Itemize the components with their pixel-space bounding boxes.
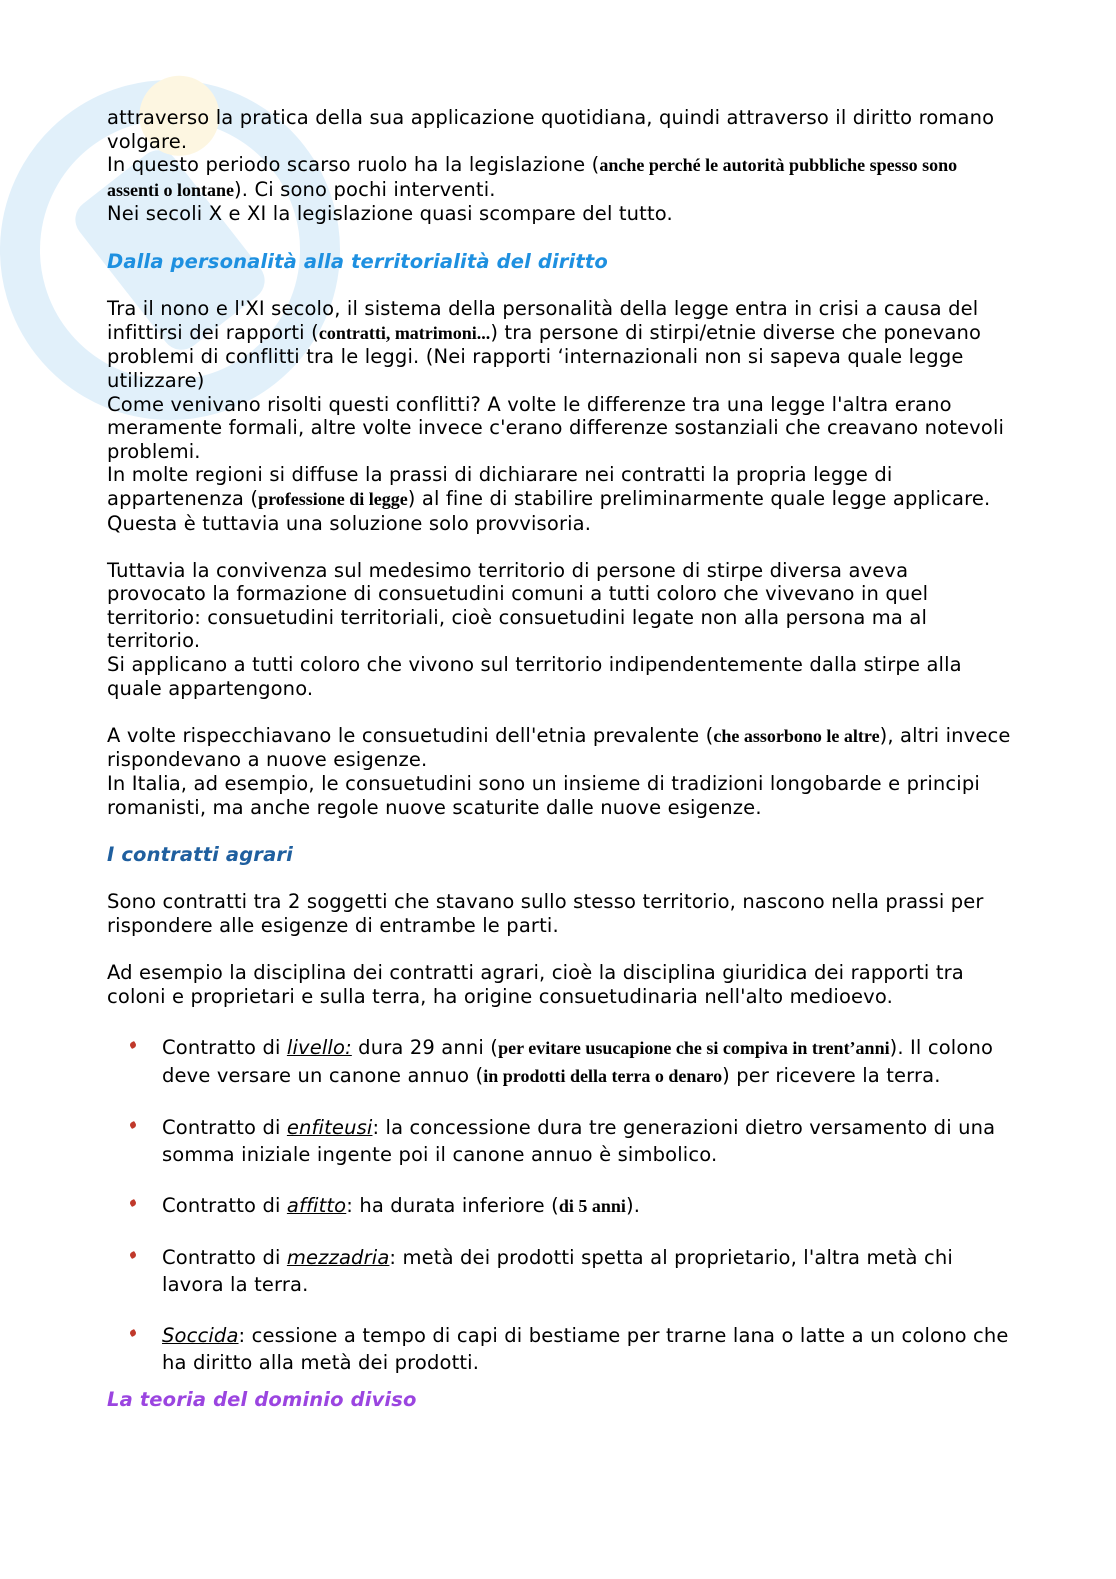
paragraph-contratti-soggetti: Sono contratti tra 2 soggetti che stavano sullo stesso territorio, nascono nella prassi per rispondere alle esigenze di entrambe le parti. <box>107 890 984 937</box>
paragraph-applicano: Si applicano a tutti coloro che vivono sul territorio indipendentemente dalla stirpe alla quale appartengono. <box>107 653 962 700</box>
paragraph-disciplina: Ad esempio la disciplina dei contratti agrari, cioè la disciplina giuridica dei rapporti tra coloni e proprietari e sulla terra, ha origine consuetudinaria nell'alto medioevo. <box>107 961 964 1008</box>
bullet-icon <box>129 1121 137 1129</box>
bold-note: che assorbono le altre <box>713 725 880 746</box>
bullet-icon <box>129 1251 137 1259</box>
list-item-livello: Contratto di livello: dura 29 anni (per evitare usucapione che si compiva in trent’anni). Il colono deve versare un canone annuo (in prodotti della terra o denaro) per ricevere la terra. <box>107 1034 1012 1090</box>
bold-note: contratti, matrimoni... <box>318 322 491 343</box>
list-item-soccida: Soccida: cessione a tempo di capi di bestiame per trarne lana o latte a un colono che ha diritto alla metà dei prodotti. <box>107 1322 1012 1376</box>
paragraph-italia: In Italia, ad esempio, le consuetudini sono un insieme di tradizioni longobarde e principi romanisti, ma anche regole nuove scaturite dalle nuove esigenze. <box>107 772 980 819</box>
bullet-icon <box>129 1329 137 1337</box>
bullet-icon <box>129 1041 137 1049</box>
list-item-affitto: Contratto di affitto: ha durata inferiore (di 5 anni). <box>107 1192 1012 1220</box>
intro-paragraph-3: Nei secoli X e XI la legislazione quasi scompare del tutto. <box>107 202 673 226</box>
list-item-mezzadria: Contratto di mezzadria: metà dei prodotti spetta al proprietario, l'altra metà chi lavora la terra. <box>107 1244 1012 1298</box>
paragraph-conflitti: Come venivano risolti questi conflitti? A volte le differenze tra una legge l'altra erano meramente formali, altre volte invece c'erano differenze sostanziali che creavano notevoli problemi. <box>107 392 1005 463</box>
section-heading-dominio-diviso: La teoria del dominio diviso <box>107 1387 417 1411</box>
paragraph-crisi: Tra il nono e l'XI secolo, il sistema della personalità della legge entra in crisi a causa del infittirsi dei rapporti (contratti, matrimoni...) tra persone di stirpi/etnie diverse che ponevano problemi di conflitti tra le leggi. (Nei rapporti ‘internazionali non si sapeva quale legge utilizzare) <box>107 297 982 392</box>
list-item-enfiteusi: Contratto di enfiteusi: la concessione dura tre generazioni dietro versamento di una somma iniziale ingente poi il canone annuo è simbolico. <box>107 1114 1012 1168</box>
bullet-icon <box>129 1199 137 1207</box>
intro-paragraph-2: In questo periodo scarso ruolo ha la legislazione (anche perché le autorità pubbliche spesso sono assenti o lontane). Ci sono pochi interventi. <box>107 153 958 201</box>
bold-note: professione di legge <box>258 488 408 509</box>
bold-note: anche perché le autorità pubbliche spesso sono assenti o lontane <box>107 155 958 200</box>
document-page <box>107 106 1012 1412</box>
intro-paragraph-1: attraverso la pratica della sua applicazione quotidiana, quindi attraverso il diritto romano volgare. <box>107 106 995 153</box>
paragraph-professione: In molte regioni si diffuse la prassi di dichiarare nei contratti la propria legge di appartenenza (professione di legge) al fine di stabilire preliminarmente quale legge applicare. Questa è tuttavia una soluzione solo provvisoria. <box>107 463 991 535</box>
section-heading-territorialita: Dalla personalità alla territorialità del diritto <box>107 249 608 273</box>
paragraph-rispecchiavano: A volte rispecchiavano le consuetudini dell'etnia prevalente (che assorbono le altre), altri invece rispondevano a nuove esigenze. <box>107 723 1011 772</box>
paragraph-convivenza: Tuttavia la convivenza sul medesimo territorio di persone di stirpe diversa aveva provocato la formazione di consuetudini comuni a tutti coloro che vivevano in quel territorio: consuetudini territoriali, cioè consuetudini legate non alla persona ma al territorio. <box>107 558 929 653</box>
contracts-list <box>107 1034 1012 1376</box>
section-heading-contratti-agrari: I contratti agrari <box>107 842 293 866</box>
